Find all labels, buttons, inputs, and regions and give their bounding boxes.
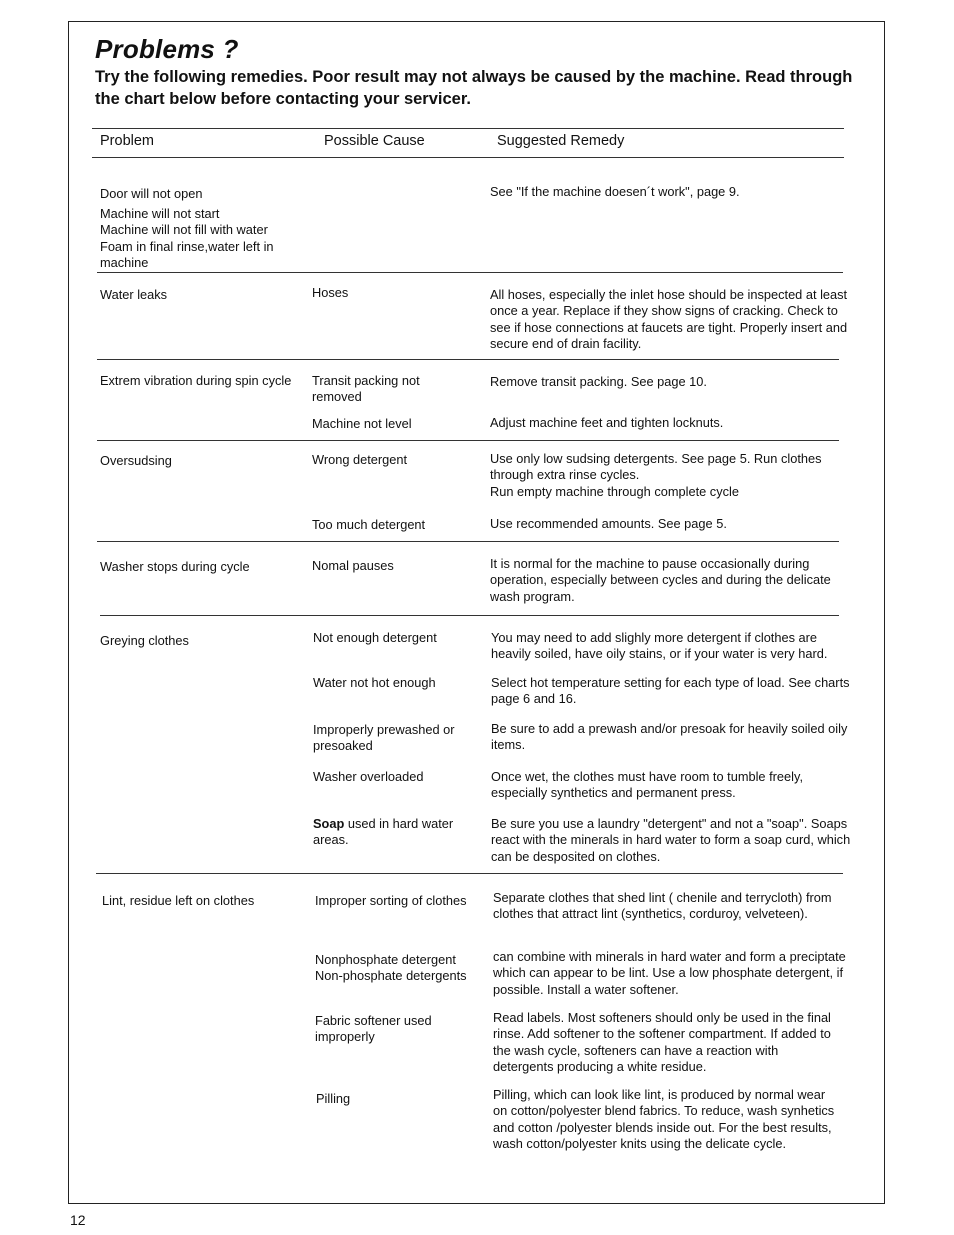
row-divider	[100, 615, 839, 616]
row7-problem: Lint, residue left on clothes	[102, 893, 255, 908]
row1-problem-more: Machine will not start Machine will not fill with water Foam in final rinse,water left in machine	[100, 206, 274, 270]
row1-remedy: See "If the machine doesen´t work", page 9.	[490, 184, 740, 199]
header-possible-cause: Possible Cause	[324, 133, 425, 149]
row-divider	[96, 873, 843, 874]
row-divider	[97, 440, 839, 441]
row6-remedy1: You may need to add slighly more detergent if clothes are heavily soiled, have oily stains, or if your water is very hard.	[491, 630, 828, 662]
row3-remedy1: Remove transit packing. See page 10.	[490, 374, 707, 389]
row7-remedy2: can combine with minerals in hard water and form a preciptate which can appear to be lint. Use a low phosphate detergent, if possible. Install a water softener.	[493, 949, 846, 997]
table-top-rule	[92, 128, 844, 129]
row4-cause2: Too much detergent	[312, 517, 426, 532]
row6-remedy4: Once wet, the clothes must have room to tumble freely, especially synthetics and permanent press.	[491, 769, 804, 801]
row6-remedy2: Select hot temperature setting for each type of load. See charts page 6 and 16.	[491, 675, 850, 707]
row4-remedy1: Use only low sudsing detergents. See page 5. Run clothes through extra rinse cycles. Run empty machine through complete cycle	[490, 451, 822, 499]
row7-cause3: Fabric softener used improperly	[315, 1013, 432, 1045]
header-problem: Problem	[100, 133, 154, 149]
row2-remedy: All hoses, especially the inlet hose should be inspected at least once a year. Replace if they show signs of cracking. Check to see if hose connections at faucets are tight. Properly insert and secure end of drain facility.	[490, 287, 848, 351]
page-title: Problems ?	[95, 34, 239, 64]
row1-problem: Door will not open	[100, 186, 203, 201]
row6-cause5-soap: Soap	[313, 816, 345, 831]
row4-cause1: Wrong detergent	[312, 452, 408, 467]
row6-problem: Greying clothes	[100, 633, 189, 648]
row3-cause2: Machine not level	[312, 416, 412, 431]
header-bottom-rule	[92, 157, 844, 158]
row5-cause: Nomal pauses	[312, 558, 394, 573]
row6-cause5	[313, 816, 478, 849]
row7-remedy3: Read labels. Most softeners should only be used in the final rinse. Add softener to the softener compartment. If added to the wash cycle, softeners can have a reaction with detergents producing a white residue.	[493, 1010, 831, 1074]
row6-remedy3: Be sure to add a prewash and/or presoak for heavily soiled oily items.	[491, 721, 848, 753]
row3-remedy2: Adjust machine feet and tighten locknuts.	[490, 415, 724, 430]
row6-cause3: Improperly prewashed or presoaked	[313, 722, 455, 754]
row7-cause2: Nonphosphate detergent Non-phosphate detergents	[315, 952, 467, 984]
row4-remedy2: Use recommended amounts. See page 5.	[490, 516, 727, 531]
row-divider	[97, 272, 843, 273]
row6-cause4: Washer overloaded	[313, 769, 424, 784]
row3-problem: Extrem vibration during spin cycle	[100, 373, 292, 388]
row6-cause5-rest: used in hard water areas.	[313, 816, 454, 848]
page-subtitle: Try the following remedies. Poor result may not always be caused by the machine. Read through the chart below before contacting your servicer.	[95, 68, 853, 108]
row7-cause1: Improper sorting of clothes	[315, 893, 467, 908]
row6-cause1: Not enough detergent	[313, 630, 437, 645]
row-divider	[97, 541, 839, 542]
row2-problem: Water leaks	[100, 287, 168, 302]
row2-cause: Hoses	[312, 285, 349, 300]
row5-remedy: It is normal for the machine to pause occasionally during operation, especially between cycles and during the delicate wash program.	[490, 556, 831, 604]
row6-remedy5: Be sure you use a laundry "detergent" and not a "soap". Soaps react with the minerals in hard water to form a soap curd, which can be desposited on clothes.	[491, 816, 851, 864]
row7-cause4: Pilling	[316, 1091, 351, 1106]
row7-remedy4: Pilling, which can look like lint, is produced by normal wear on cotton/polyester blend fabrics. To reduce, wash synhetics and cotton /polyester blends inside out. For the best results, wash cotton/polyester knits using the delicate cycle.	[493, 1087, 835, 1151]
row4-problem: Oversudsing	[100, 453, 172, 468]
page-number: 12	[70, 1212, 86, 1228]
header-suggested-remedy: Suggested Remedy	[497, 133, 625, 149]
row3-cause1: Transit packing not removed	[312, 373, 420, 405]
row5-problem: Washer stops during cycle	[100, 559, 250, 574]
row-divider	[97, 359, 839, 360]
row7-remedy1: Separate clothes that shed lint ( chenile and terrycloth) from clothes that attract lint (synthetics, corduroy, velveteen).	[493, 890, 832, 922]
row6-cause2: Water not hot enough	[313, 675, 436, 690]
